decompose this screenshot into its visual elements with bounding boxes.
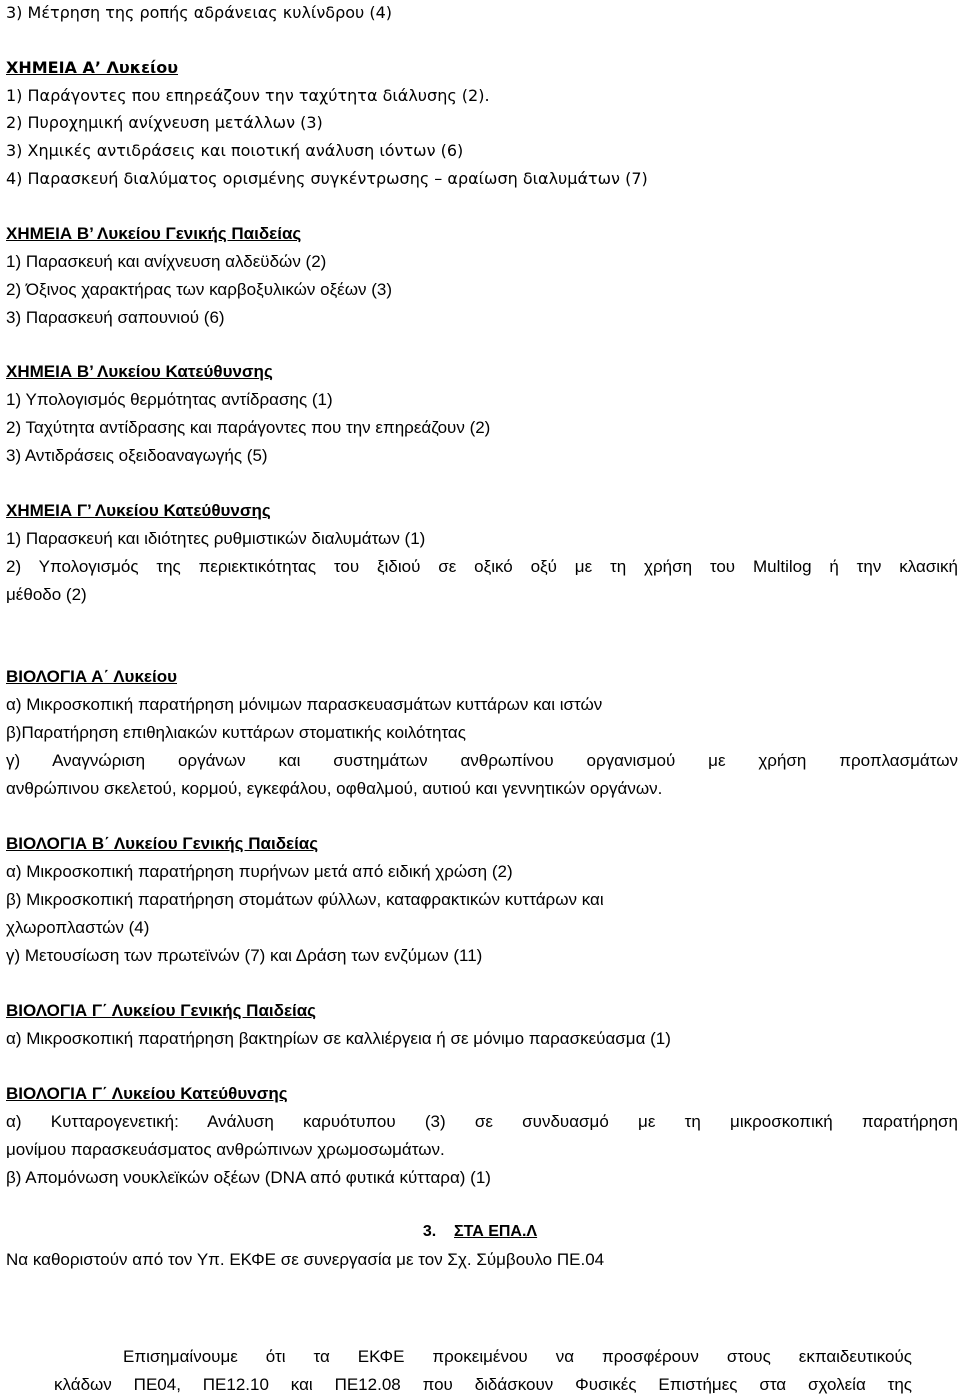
list-item: 2) Πυροχημική ανίχνευση μετάλλων (3)	[6, 113, 323, 132]
list-item: 1) Παρασκευή και ανίχνευση αλδεϋδών (2)	[6, 252, 327, 271]
list-item: β)Παρατήρηση επιθηλιακών κυττάρων στοματικής κοιλότητας	[6, 723, 466, 742]
list-item: 3) Παρασκευή σαπουνιού (6)	[6, 308, 225, 327]
list-item: 1) Υπολογισμός θερμότητας αντίδρασης (1)	[6, 390, 333, 409]
section-heading-chem-c-kat: ΧΗΜΕΙΑ Γ’ Λυκείου Κατεύθυνσης	[6, 501, 271, 520]
section-heading-chem-a: ΧΗΜΕΙΑ Α’ Λυκείου	[6, 58, 179, 77]
section-heading-chem-b-kat: ΧΗΜΕΙΑ Β’ Λυκείου Κατεύθυνσης	[6, 362, 273, 381]
section-heading-bio-a: ΒΙΟΛΟΓΙΑ Α΄ Λυκείου	[6, 667, 177, 686]
list-item: 2) Υπολογισμός της περιεκτικότητας του ξιδιού σε οξικό οξύ με τη χρήση του Multilog ή την κλασική	[6, 557, 958, 576]
section-number: 3.	[422, 1223, 437, 1240]
list-item: γ) Αναγνώριση οργάνων και συστημάτων ανθρωπίνου οργανισμού με χρήση προπλασμάτων	[6, 751, 958, 770]
list-item: α) Μικροσκοπική παρατήρηση μόνιμων παρασκευασμάτων κυττάρων και ιστών	[6, 695, 603, 714]
list-item: 3) Αντιδράσεις οξειδοαναγωγής (5)	[6, 446, 268, 465]
list-item: ανθρώπινου σκελετού, κορμού, εγκεφάλου, οφθαλμού, αυτιού και γεννητικών οργάνων.	[6, 779, 663, 798]
section-heading-bio-b-gen: ΒΙΟΛΟΓΙΑ Β΄ Λυκείου Γενικής Παιδείας	[6, 834, 319, 853]
section-heading-bio-c-kat: ΒΙΟΛΟΓΙΑ Γ΄ Λυκείου Κατεύθυνσης	[6, 1084, 288, 1103]
list-item: 2) Ταχύτητα αντίδρασης και παράγοντες που την επηρεάζουν (2)	[6, 418, 491, 437]
list-item: χλωροπλαστών (4)	[6, 918, 150, 937]
list-item: γ) Μετουσίωση των πρωτεϊνών (7) και Δράση των ενζύμων (11)	[6, 946, 483, 965]
list-item: μέθοδο (2)	[6, 585, 87, 604]
section-heading-chem-b-gen: ΧΗΜΕΙΑ Β’ Λυκείου Γενικής Παιδείας	[6, 224, 302, 243]
list-item: 1) Παράγοντες που επηρεάζουν την ταχύτητα διάλυσης (2).	[6, 86, 490, 105]
list-item: 2) Όξινος χαρακτήρας των καρβοξυλικών οξέων (3)	[6, 280, 393, 299]
list-item: 4) Παρασκευή διαλύματος ορισμένης συγκέντρωσης – αραίωση διαλυμάτων (7)	[6, 169, 648, 188]
text-line: 3) Μέτρηση της ροπής αδράνειας κυλίνδρου (4)	[6, 3, 393, 22]
section-title: ΣΤΑ ΕΠΑ.Λ	[454, 1223, 538, 1240]
list-item: β) Απομόνωση νουκλεϊκών οξέων (DNA από φυτικά κύτταρα) (1)	[6, 1168, 491, 1187]
list-item: α) Κυτταρογενετική: Ανάλυση καρυότυπου (3) σε συνδυασμό με τη μικροσκοπική παρατήρηση	[6, 1112, 958, 1131]
list-item: β) Μικροσκοπική παρατήρηση στομάτων φύλλων, καταφρακτικών κυττάρων και	[6, 890, 604, 909]
text-line: Να καθοριστούν από τον Υπ. ΕΚΦΕ σε συνεργασία με τον Σχ. Σύμβουλο ΠΕ.04	[6, 1250, 605, 1269]
list-item: α) Μικροσκοπική παρατήρηση βακτηρίων σε καλλιέργεια ή σε μόνιμο παρασκεύασμα (1)	[6, 1029, 671, 1048]
list-item: 3) Χημικές αντιδράσεις και ποιοτική ανάλυση ιόντων (6)	[6, 141, 464, 160]
footer-line: Επισημαίνουμε ότι τα ΕΚΦΕ προκειμένου να προσφέρουν στους εκπαιδευτικούς	[123, 1347, 912, 1366]
list-item: 1) Παρασκευή και ιδιότητες ρυθμιστικών διαλυμάτων (1)	[6, 529, 426, 548]
list-item: μονίμου παρασκευάσματος ανθρώπινων χρωμοσωμάτων.	[6, 1140, 445, 1159]
section-heading-bio-c-gen: ΒΙΟΛΟΓΙΑ Γ΄ Λυκείου Γενικής Παιδείας	[6, 1001, 317, 1020]
section-3-heading	[0, 1221, 960, 1243]
footer-line: κλάδων ΠΕ04, ΠΕ12.10 και ΠΕ12.08 που διδάσκουν Φυσικές Επιστήμες στα σχολεία της	[54, 1375, 912, 1394]
list-item: α) Μικροσκοπική παρατήρηση πυρήνων μετά από ειδική χρώση (2)	[6, 862, 513, 881]
